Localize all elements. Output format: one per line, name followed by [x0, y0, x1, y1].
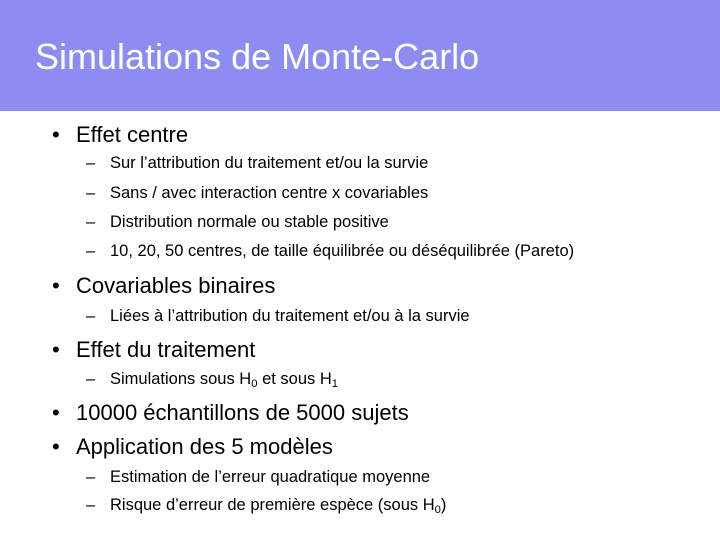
sub-bullet-text: [110, 496, 446, 515]
subscript: 1: [331, 377, 339, 390]
bullet-mark: •: [52, 434, 60, 459]
sub-bullet-text: Sur l’attribution du traitement et/ou la survie: [110, 154, 429, 172]
text-segment: Risque d’erreur de première espèce (sous H: [110, 496, 435, 514]
dash-mark: –: [86, 213, 96, 231]
bullet-mark: •: [52, 122, 60, 147]
dash-mark: –: [86, 496, 96, 514]
sub-bullet-text: 10, 20, 50 centres, de taille équilibrée ou déséquilibrée (Pareto): [110, 242, 575, 260]
bullet-text: Effet du traitement: [76, 337, 256, 362]
bullet-mark: •: [52, 400, 60, 425]
dash-mark: –: [86, 184, 96, 202]
sub-bullet-text: Liées à l’attribution du traitement et/ou à la survie: [110, 307, 470, 325]
sub-bullet-text: Distribution normale ou stable positive: [110, 213, 389, 231]
bullet-text: Application des 5 modèles: [76, 434, 333, 459]
dash-mark: –: [86, 307, 96, 325]
sub-bullet-text: Sans / avec interaction centre x covariables: [110, 184, 429, 202]
sub-bullet-text: Estimation de l’erreur quadratique moyenne: [110, 468, 431, 486]
text-segment: ): [440, 496, 447, 514]
dash-mark: –: [86, 242, 96, 260]
text-segment: et sous H: [257, 370, 332, 388]
bullet-mark: •: [52, 337, 60, 362]
dash-mark: –: [86, 154, 96, 172]
dash-mark: –: [86, 370, 96, 388]
slide-title: Simulations de Monte-Carlo: [35, 36, 480, 77]
dash-mark: –: [86, 468, 96, 486]
bullet-text: Covariables binaires: [76, 273, 276, 298]
bullet-text: 10000 échantillons de 5000 sujets: [76, 400, 409, 425]
text-segment: Simulations sous H: [110, 370, 252, 388]
sub-bullet-text: [110, 370, 338, 389]
subscript: 0: [434, 503, 441, 516]
bullet-mark: •: [52, 273, 60, 298]
bullet-text: Effet centre: [76, 122, 189, 147]
subscript: 0: [251, 377, 258, 390]
